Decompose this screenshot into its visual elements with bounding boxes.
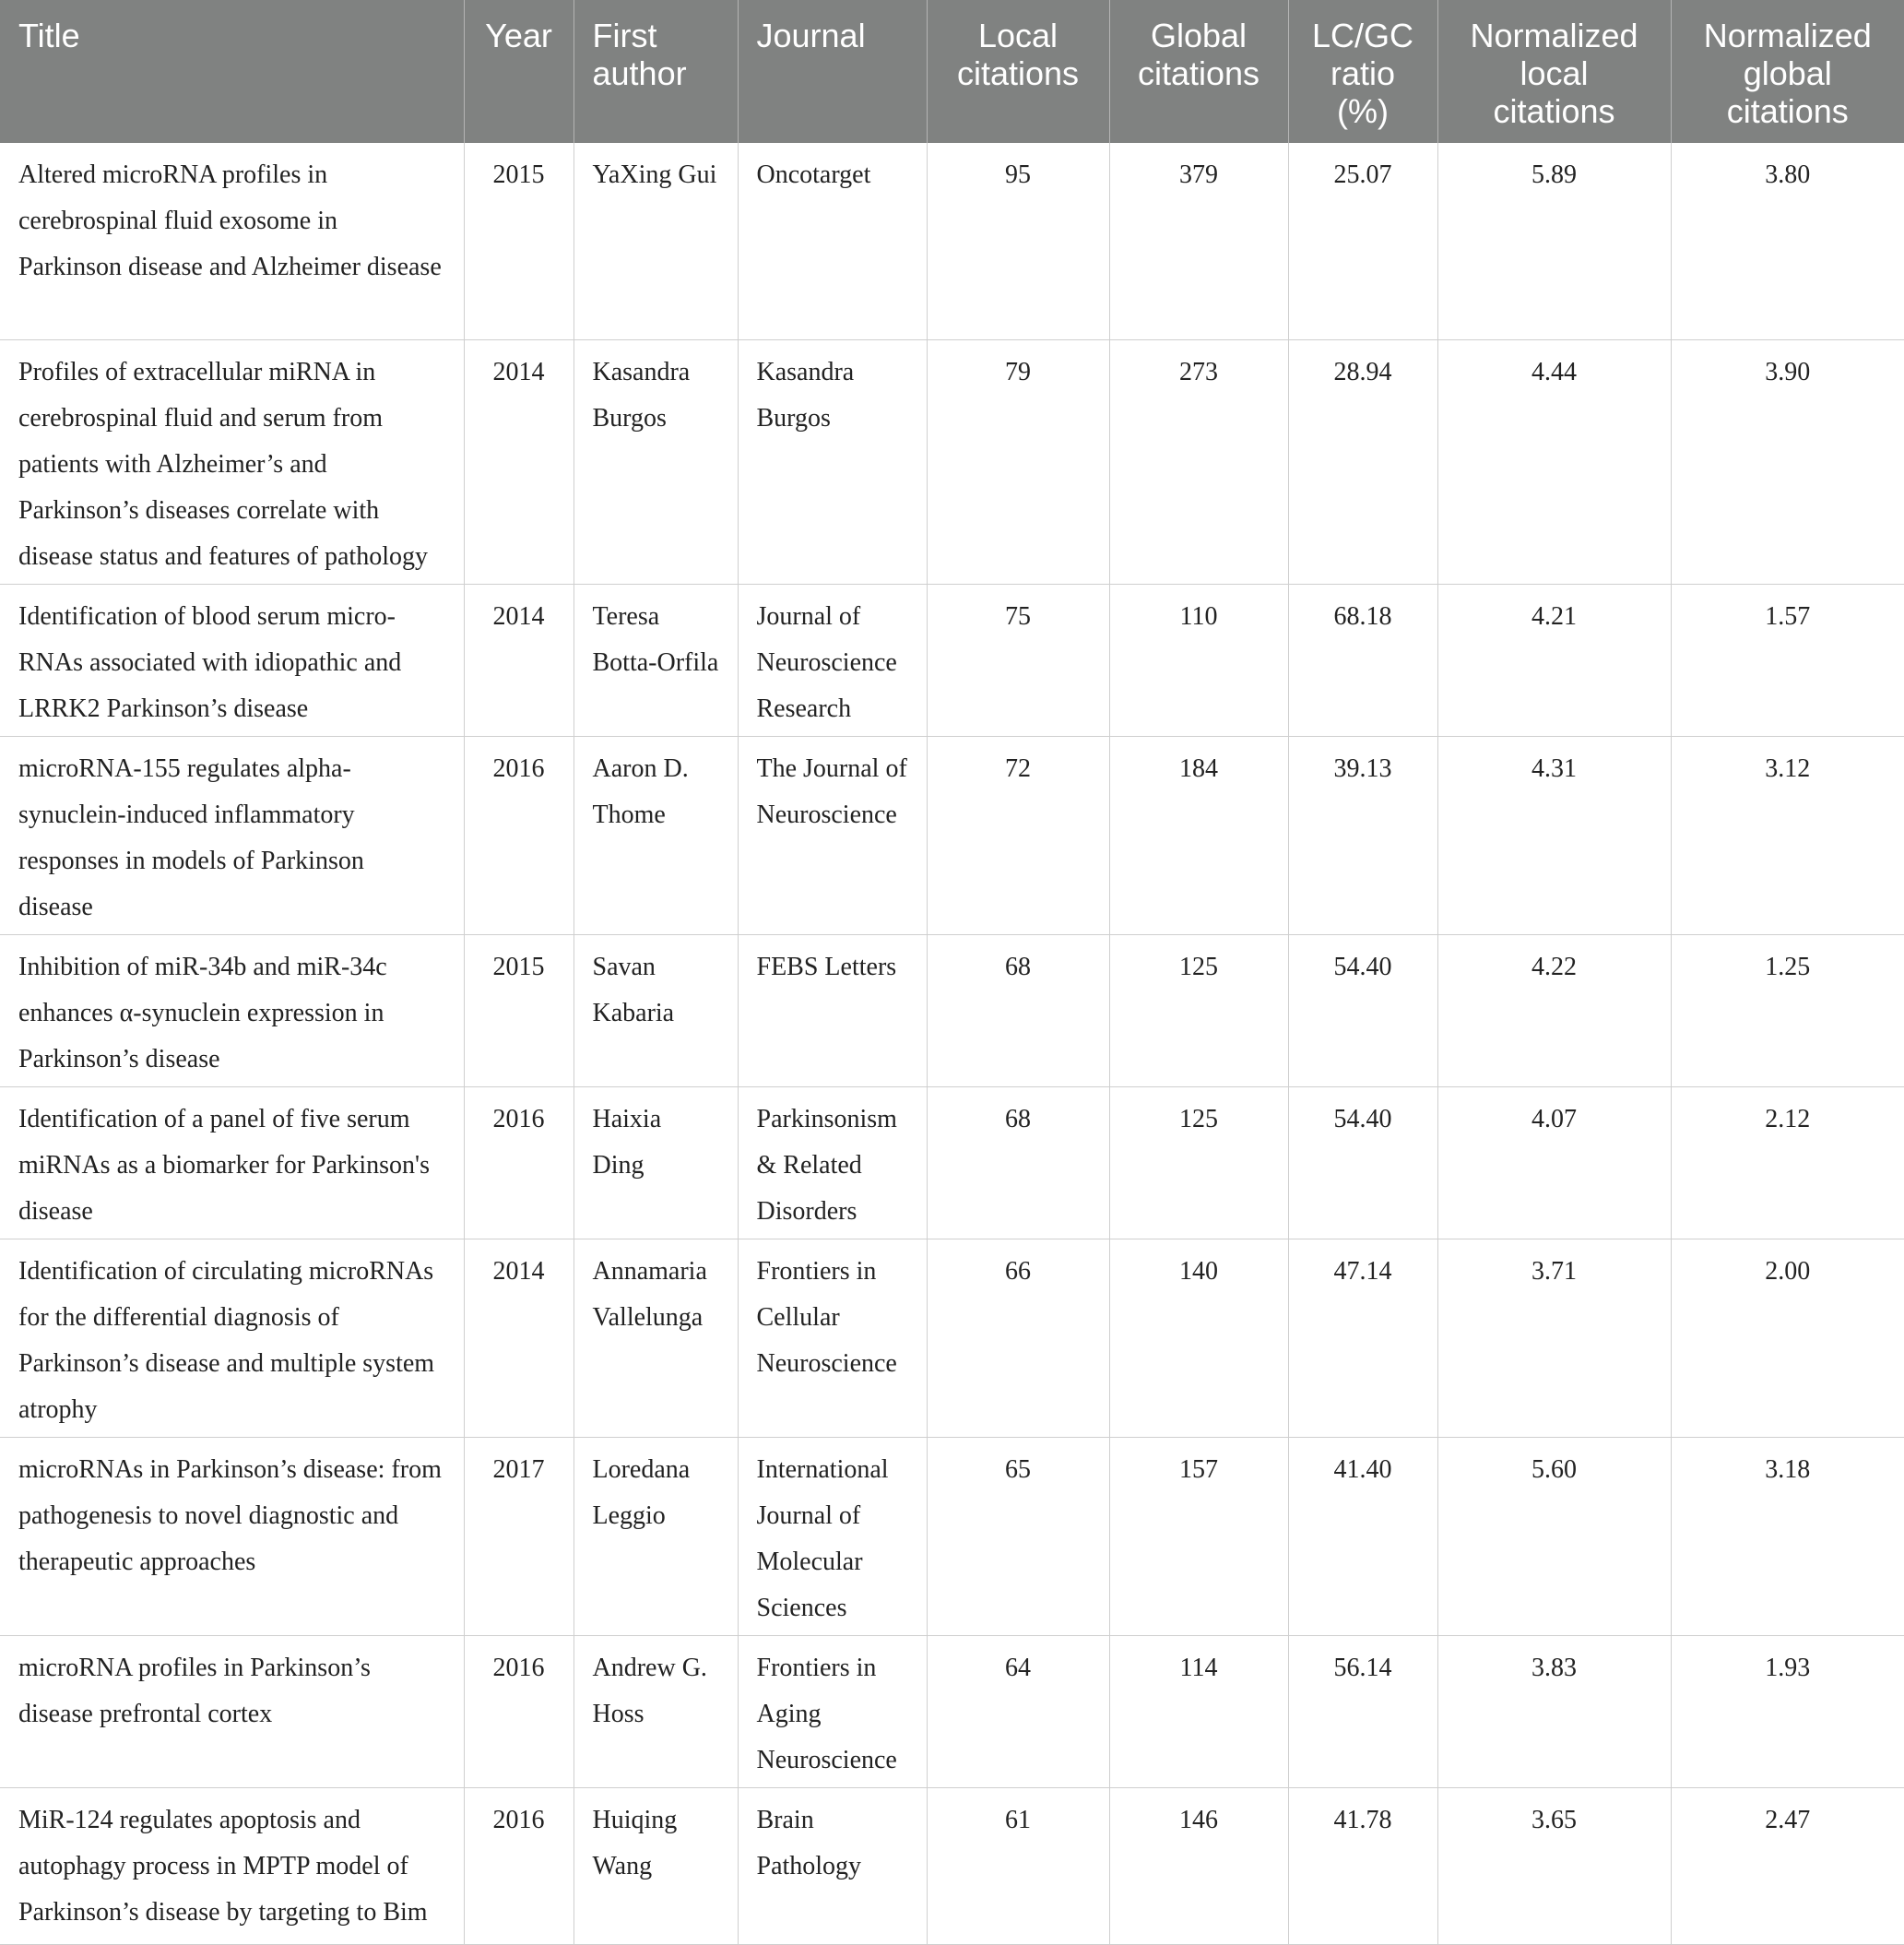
cell-year: 2016 bbox=[464, 1086, 574, 1239]
cell-normalized-local: 5.89 bbox=[1437, 143, 1671, 339]
cell-journal: Journal of Neuroscience Research bbox=[738, 584, 927, 736]
cell-journal: Oncotarget bbox=[738, 143, 927, 339]
header-lc-gc-ratio: LC/GC ratio (%) bbox=[1288, 0, 1437, 143]
cell-journal: The Journal of Neuroscience bbox=[738, 736, 927, 934]
cell-year: 2017 bbox=[464, 1437, 574, 1635]
cell-title: Identification of blood serum micro-RNAs associated with idiopathic and LRRK2 Parkinson’s disease bbox=[0, 584, 464, 736]
cell-title: microRNAs in Parkinson’s disease: from pathogenesis to novel diagnostic and therapeutic approaches bbox=[0, 1437, 464, 1635]
cell-global-citations: 125 bbox=[1109, 934, 1288, 1086]
header-first-author: First author bbox=[574, 0, 738, 143]
cell-global-citations: 273 bbox=[1109, 339, 1288, 584]
cell-normalized-local: 3.83 bbox=[1437, 1635, 1671, 1787]
cell-author: Andrew G. Hoss bbox=[574, 1635, 738, 1787]
cell-ratio: 28.94 bbox=[1288, 339, 1437, 584]
cell-year: 2014 bbox=[464, 584, 574, 736]
cell-global-citations: 114 bbox=[1109, 1635, 1288, 1787]
cell-global-citations: 157 bbox=[1109, 1437, 1288, 1635]
cell-global-citations: 379 bbox=[1109, 143, 1288, 339]
cell-local-citations: 65 bbox=[927, 1437, 1109, 1635]
table-row bbox=[0, 584, 1904, 736]
cell-year: 2015 bbox=[464, 934, 574, 1086]
cell-ratio: 56.14 bbox=[1288, 1635, 1437, 1787]
cell-normalized-global: 3.80 bbox=[1671, 143, 1904, 339]
cell-journal: Kasandra Burgos bbox=[738, 339, 927, 584]
cell-journal: Brain Pathology bbox=[738, 1787, 927, 1944]
cell-author: YaXing Gui bbox=[574, 143, 738, 339]
cell-ratio: 39.13 bbox=[1288, 736, 1437, 934]
header-local-citations: Local citations bbox=[927, 0, 1109, 143]
cell-ratio: 54.40 bbox=[1288, 934, 1437, 1086]
cell-normalized-global: 1.93 bbox=[1671, 1635, 1904, 1787]
header-row bbox=[0, 0, 1904, 143]
cell-author: Huiqing Wang bbox=[574, 1787, 738, 1944]
header-normalized-local: Normalized local citations bbox=[1437, 0, 1671, 143]
cell-local-citations: 79 bbox=[927, 339, 1109, 584]
table-row bbox=[0, 934, 1904, 1086]
cell-author: Loredana Leggio bbox=[574, 1437, 738, 1635]
cell-normalized-global: 2.12 bbox=[1671, 1086, 1904, 1239]
cell-title: Inhibition of miR-34b and miR-34c enhances α-synuclein expression in Parkinson’s disease bbox=[0, 934, 464, 1086]
cell-normalized-global: 1.57 bbox=[1671, 584, 1904, 736]
header-title: Title bbox=[0, 0, 464, 143]
cell-local-citations: 75 bbox=[927, 584, 1109, 736]
table-row bbox=[0, 143, 1904, 339]
cell-normalized-global: 3.18 bbox=[1671, 1437, 1904, 1635]
cell-normalized-local: 4.22 bbox=[1437, 934, 1671, 1086]
cell-journal: FEBS Letters bbox=[738, 934, 927, 1086]
cell-title: Altered microRNA profiles in cerebrospinal fluid exosome in Parkinson disease and Alzheimer disease bbox=[0, 143, 464, 339]
cell-title: microRNA profiles in Parkinson’s disease prefrontal cortex bbox=[0, 1635, 464, 1787]
cell-year: 2016 bbox=[464, 736, 574, 934]
cell-year: 2014 bbox=[464, 339, 574, 584]
cell-year: 2014 bbox=[464, 1239, 574, 1437]
cell-year: 2016 bbox=[464, 1635, 574, 1787]
cell-author: Teresa Botta-Orfila bbox=[574, 584, 738, 736]
cell-ratio: 47.14 bbox=[1288, 1239, 1437, 1437]
cell-normalized-local: 4.44 bbox=[1437, 339, 1671, 584]
header-global-citations: Global citations bbox=[1109, 0, 1288, 143]
table-row bbox=[0, 736, 1904, 934]
cell-local-citations: 95 bbox=[927, 143, 1109, 339]
cell-normalized-global: 3.90 bbox=[1671, 339, 1904, 584]
table-row bbox=[0, 1787, 1904, 1944]
cell-title: Identification of circulating microRNAs for the differential diagnosis of Parkinson’s disease and multiple system atrophy bbox=[0, 1239, 464, 1437]
header-journal: Journal bbox=[738, 0, 927, 143]
cell-normalized-local: 4.31 bbox=[1437, 736, 1671, 934]
cell-author: Aaron D. Thome bbox=[574, 736, 738, 934]
cell-normalized-global: 2.00 bbox=[1671, 1239, 1904, 1437]
cell-year: 2015 bbox=[464, 143, 574, 339]
cell-local-citations: 66 bbox=[927, 1239, 1109, 1437]
cell-year: 2016 bbox=[464, 1787, 574, 1944]
table-row bbox=[0, 339, 1904, 584]
cell-title: Identification of a panel of five serum miRNAs as a biomarker for Parkinson's disease bbox=[0, 1086, 464, 1239]
cell-local-citations: 72 bbox=[927, 736, 1109, 934]
cell-journal: International Journal of Molecular Sciences bbox=[738, 1437, 927, 1635]
table-row bbox=[0, 1239, 1904, 1437]
header-normalized-global: Normalized global citations bbox=[1671, 0, 1904, 143]
cell-journal: Parkinsonism & Related Disorders bbox=[738, 1086, 927, 1239]
cell-title: microRNA-155 regulates alpha-synuclein-induced inflammatory responses in models of Parkinson disease bbox=[0, 736, 464, 934]
cell-author: Kasandra Burgos bbox=[574, 339, 738, 584]
cell-author: Savan Kabaria bbox=[574, 934, 738, 1086]
cell-global-citations: 125 bbox=[1109, 1086, 1288, 1239]
cell-ratio: 41.78 bbox=[1288, 1787, 1437, 1944]
header-year: Year bbox=[464, 0, 574, 143]
cell-ratio: 41.40 bbox=[1288, 1437, 1437, 1635]
cell-title: MiR-124 regulates apoptosis and autophagy process in MPTP model of Parkinson’s disease by targeting to Bim bbox=[0, 1787, 464, 1944]
table-row bbox=[0, 1635, 1904, 1787]
cell-normalized-global: 1.25 bbox=[1671, 934, 1904, 1086]
cell-local-citations: 61 bbox=[927, 1787, 1109, 1944]
cell-ratio: 25.07 bbox=[1288, 143, 1437, 339]
cell-ratio: 68.18 bbox=[1288, 584, 1437, 736]
cell-journal: Frontiers in Cellular Neuroscience bbox=[738, 1239, 927, 1437]
cell-normalized-local: 5.60 bbox=[1437, 1437, 1671, 1635]
cell-global-citations: 184 bbox=[1109, 736, 1288, 934]
cell-normalized-global: 3.12 bbox=[1671, 736, 1904, 934]
table-row bbox=[0, 1437, 1904, 1635]
cell-normalized-global: 2.47 bbox=[1671, 1787, 1904, 1944]
cell-journal: Frontiers in Aging Neuroscience bbox=[738, 1635, 927, 1787]
cell-normalized-local: 3.71 bbox=[1437, 1239, 1671, 1437]
cell-local-citations: 68 bbox=[927, 1086, 1109, 1239]
cell-normalized-local: 4.21 bbox=[1437, 584, 1671, 736]
cell-local-citations: 64 bbox=[927, 1635, 1109, 1787]
cell-global-citations: 110 bbox=[1109, 584, 1288, 736]
cell-title: Profiles of extracellular miRNA in cerebrospinal fluid and serum from patients with Alzheimer’s and Parkinson’s diseases correlate with disease status and features of pathology bbox=[0, 339, 464, 584]
cell-author: Haixia Ding bbox=[574, 1086, 738, 1239]
cell-normalized-local: 3.65 bbox=[1437, 1787, 1671, 1944]
cell-global-citations: 140 bbox=[1109, 1239, 1288, 1437]
table-row bbox=[0, 1086, 1904, 1239]
cell-normalized-local: 4.07 bbox=[1437, 1086, 1671, 1239]
cell-ratio: 54.40 bbox=[1288, 1086, 1437, 1239]
cell-global-citations: 146 bbox=[1109, 1787, 1288, 1944]
cell-author: Annamaria Vallelunga bbox=[574, 1239, 738, 1437]
cell-local-citations: 68 bbox=[927, 934, 1109, 1086]
